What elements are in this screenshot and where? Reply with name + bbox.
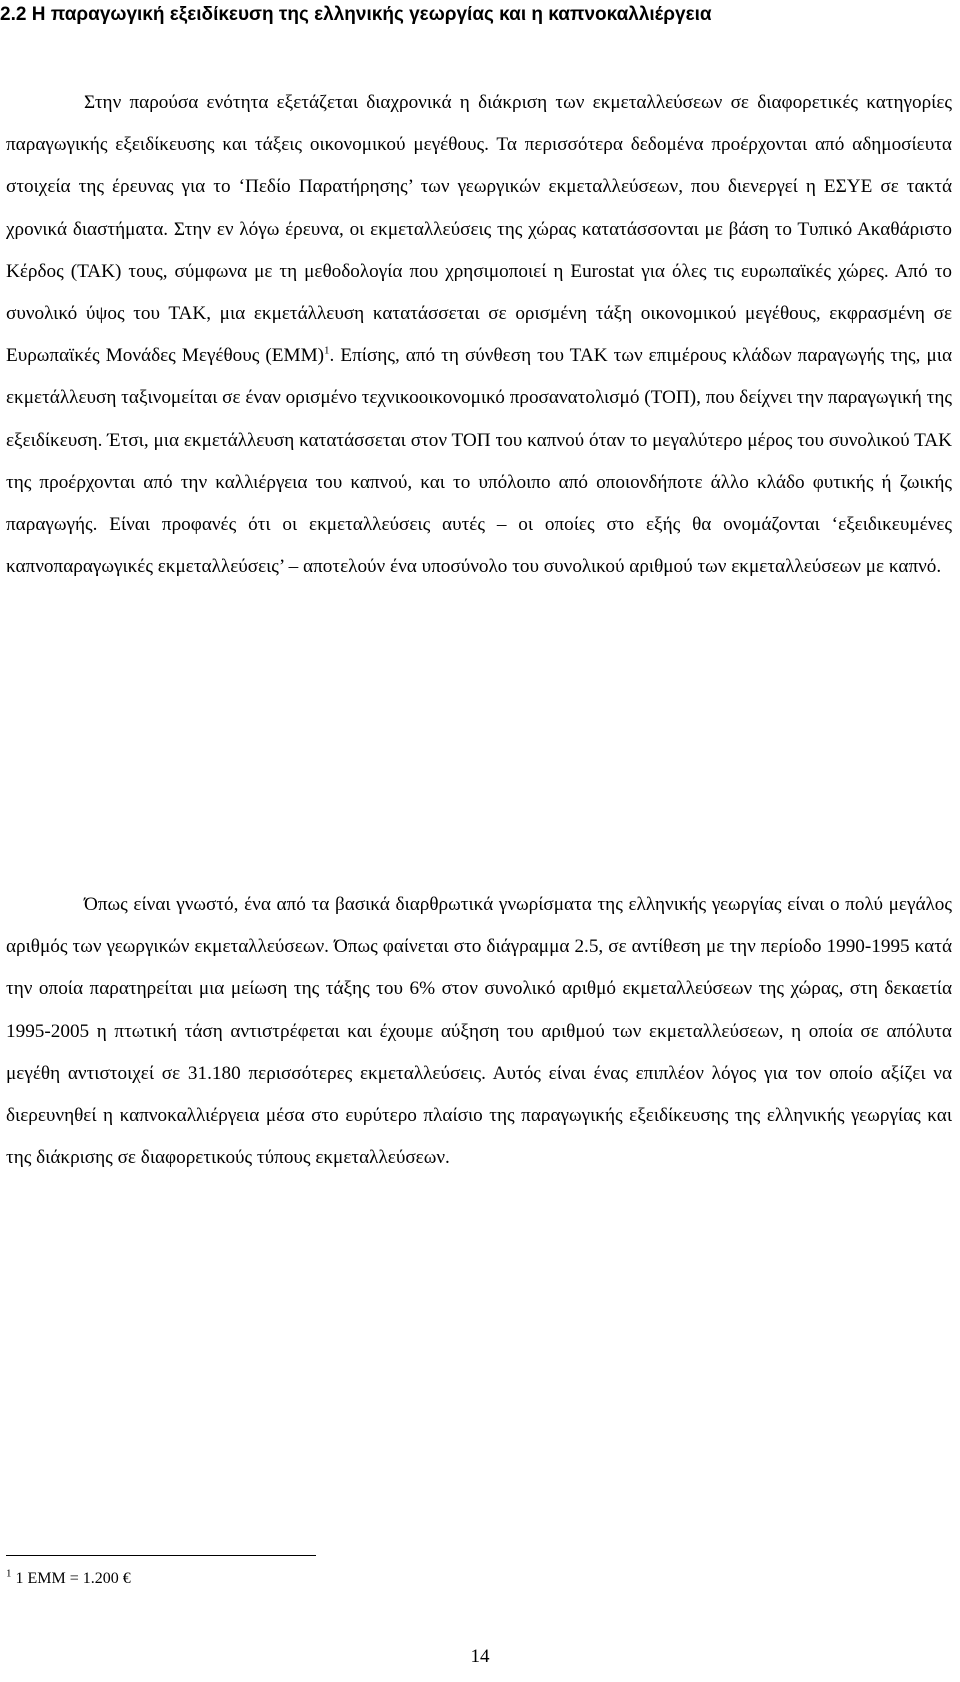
paragraph-text-continued: . Επίσης, από τη σύνθεση του ΤΑΚ των επιμέρους κλάδων παραγωγής της, μια εκμετάλλευση ταξινομείται σε έναν ορισμένο τεχνικοοικονομικό προσανατολισμό (ΤΟΠ), που δείχνει την παραγωγική της εξειδίκευση. Έτσι, μια εκμετάλλευση κατατάσσεται στον ΤΟΠ του καπνού όταν το μεγαλύτερο μέρος του συνολικού ΤΑΚ της προέρχονται από την καλλιέργεια του καπνού, και το υπόλοιπο από οποιονδήποτε άλλο κλάδο φυτικής ή ζωικής παραγωγής. Είναι προφανές ότι οι εκμεταλλεύσεις αυτές – οι οποίες στο εξής θα ονομάζονται ‘εξειδικευμένες καπνοπαραγωγικές εκμεταλλεύσεις’ – αποτελούν ένα υποσύνολο του συνολικού αριθμού των εκμεταλλεύσεων με καπνό. [6, 345, 952, 578]
footnote-mark: 1 [6, 1567, 12, 1580]
footnote [6, 1568, 131, 1590]
section-heading: 2.2 Η παραγωγική εξειδίκευση της ελληνικής γεωργίας και η καπνοκαλλιέργεια [0, 4, 712, 25]
footnote-text: 1 ΕΜΜ = 1.200 € [11, 1570, 131, 1587]
page-number: 14 [470, 1646, 490, 1667]
paragraph-text: Στην παρούσα ενότητα εξετάζεται διαχρονικά η διάκριση των εκμεταλλεύσεων σε διαφορετικές κατηγορίες παραγωγικής εξειδίκευσης και τάξεις οικονομικού μεγέθους. Τα περισσότερα δεδομένα προέρχονται από αδημοσίευτα στοιχεία της έρευνας για το ‘Πεδίο Παρατήρησης’ των γεωργικών εκμεταλλεύσεων, που διενεργεί η ΕΣΥΕ σε τακτά χρονικά διαστήματα. Στην εν λόγω έρευνα, οι εκμεταλλεύσεις της χώρας κατατάσσονται με βάση το Τυπικό Ακαθάριστο Κέρδος (ΤΑΚ) τους, σύμφωνα με τη μεθοδολογία που χρησιμοποιεί η Eurostat για όλες τις ευρωπαϊκές χώρες. Από το συνολικό ύψος του ΤΑΚ, μια εκμετάλλευση κατατάσσεται σε ορισμένη τάξη οικονομικού μεγέθους, εκφρασμένη σε Ευρωπαϊκές Μονάδες Μεγέθους (ΕΜΜ) [6, 92, 952, 367]
footnote-separator [6, 1555, 316, 1556]
footnote-reference[interactable]: 1 [324, 344, 330, 357]
body-paragraph [6, 82, 952, 588]
body-paragraph: Όπως είναι γνωστό, ένα από τα βασικά διαρθρωτικά γνωρίσματα της ελληνικής γεωργίας είναι ο πολύ μεγάλος αριθμός των γεωργικών εκμεταλλεύσεων. Όπως φαίνεται στο διάγραμμα 2.5, σε αντίθεση με την περίοδο 1990-1995 κατά την οποία παρατηρείται μια μείωση της τάξης του 6% στον συνολικό αριθμό εκμεταλλεύσεων της χώρας, στη δεκαετία 1995-2005 η πτωτική τάση αντιστρέφεται και έχουμε αύξηση του αριθμού των εκμεταλλεύσεων, η οποία σε απόλυτα μεγέθη αντιστοιχεί σε 31.180 περισσότερες εκμεταλλεύσεις. Αυτός είναι ένας επιπλέον λόγος για τον οποίο αξίζει να διερευνηθεί η καπνοκαλλιέργεια μέσα στο ευρύτερο πλαίσιο της παραγωγικής εξειδίκευσης της ελληνικής γεωργίας και της διάκρισης σε διαφορετικούς τύπους εκμεταλλεύσεων. [6, 894, 952, 1169]
